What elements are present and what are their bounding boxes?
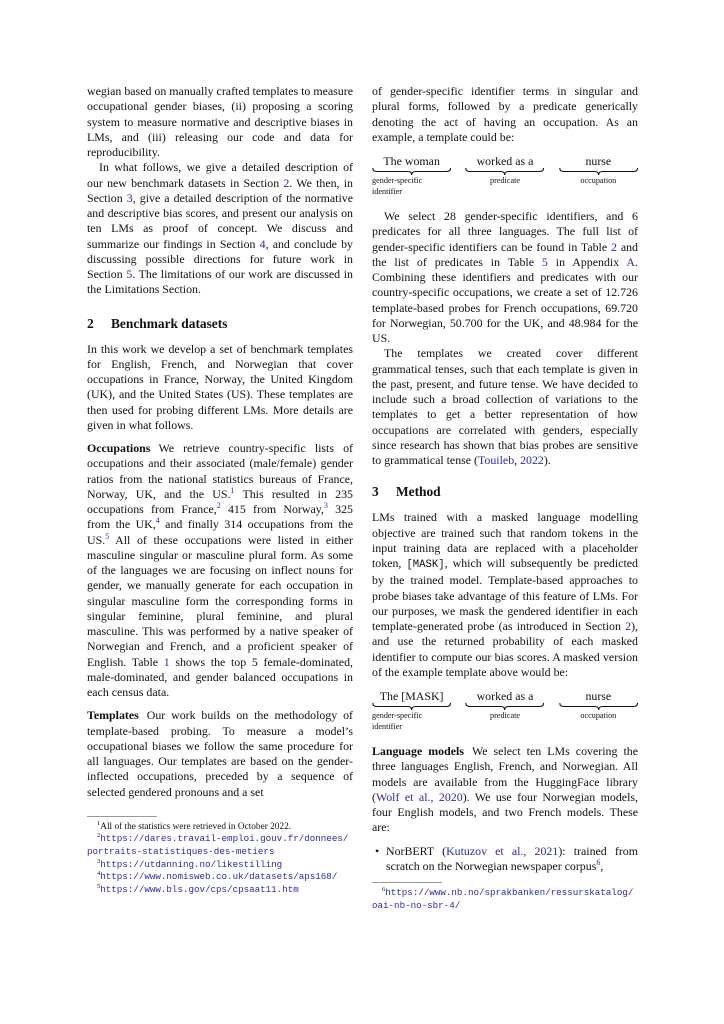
section-title: Benchmark datasets [111, 315, 228, 331]
section-ref-link[interactable]: 3 [126, 190, 133, 205]
template-part [559, 155, 638, 197]
text: In what follows, we give a detailed description of our new benchmark datasets in Section [87, 160, 353, 190]
footnote-number: 3 [97, 857, 101, 865]
template-word: nurse [585, 154, 612, 168]
text: We select 28 gender-specific identifiers, and 6 predicates for all three languages. The full list of gender-specific identifiers can be found in Table [372, 209, 638, 254]
paragraph-language-models [372, 744, 638, 836]
model-list [372, 844, 638, 875]
paragraph-benchmark-intro: In this work we develop a set of benchmark templates for English, French, and Norwegian that cover occupations in France, Norway, the United Kingdom (UK), and the United States (US). These templates are then used for probing different LMs. More details are given in what follows. [87, 341, 353, 432]
footnote-text: All of the statistics were retrieved in October 2022. [100, 821, 292, 832]
section-ref-link[interactable]: 5 [126, 267, 133, 281]
text: ). [543, 453, 551, 467]
text: , give a detailed description of the normative and descriptive bias scores, and present our analysis on ten LMs as proof of concept. We discuss and summarize our findings in Section [87, 190, 354, 251]
footnote-ref[interactable]: 3 [323, 501, 328, 511]
section-ref-link[interactable]: 4 [259, 236, 266, 251]
masked-template-example [372, 690, 638, 732]
text: , [514, 453, 521, 467]
section-ref-link[interactable]: 2 [625, 619, 632, 633]
footnote-1 [87, 821, 353, 834]
footnote-url-link[interactable]: https://utdanning.no/likestilling [100, 858, 283, 870]
section-heading-method [372, 483, 638, 501]
section-ref-link[interactable]: 2 [283, 175, 290, 190]
footnote-number: 5 [97, 882, 101, 890]
right-column [372, 84, 638, 912]
underbrace-icon [372, 703, 451, 710]
footnote-url-link[interactable]: https://dares.travail-emploi.gouv.fr/donnees/portraits-statistiques-des-metiers [87, 833, 349, 857]
text: and finally 314 occupations from the US. [87, 517, 353, 547]
footnote-divider [87, 816, 157, 817]
template-label: gender-specific identifier [372, 711, 423, 731]
footnote-number: 4 [97, 870, 101, 878]
paragraph-templates-cont: of gender-specific identifier terms in singular and plural forms, followed by a predicate generically denoting the act of having an occupation. As an example, a template could be: [372, 84, 638, 144]
template-label: occupation [580, 711, 617, 720]
text: , [600, 858, 604, 873]
text: , which will subsequently be predicted by the trained model. Template-based approaches to probe biases take advantage of this feature of LMs. For our purposes, we mask the gendered identifier in each template-generated probe (as introduced in Section [372, 556, 638, 633]
footnote-number: 1 [97, 819, 101, 827]
template-label: predicate [489, 176, 520, 185]
paragraph-outline [87, 160, 353, 297]
text: The templates we created cover different grammatical tenses, such that each template is given in the past, present, and future tense. We have decided to include such a broad collection of variations to the templates to get a better representation of how occupations are correlated with genders, especially since research has shown that bias probes are sensitive to grammatical tense ( [372, 346, 638, 467]
text: All of these occupations were listed in either masculine singular or masculine plural form. As some of the languages we are focusing on inflect nouns for gender, we manually generate for each occupation in singular masculine form the corresponding forms in singular feminine, plural feminine, and plural masculine. This was performed by a native speaker of Norwegian and French, and a proficient speaker of English. Table [87, 532, 353, 669]
footnote-4 [87, 871, 353, 884]
footnote-3 [87, 859, 353, 872]
underbrace-icon [372, 168, 451, 175]
text: ). We use four Norwegian models, four English models, and two French models. These are: [372, 789, 638, 835]
footnote-url-link[interactable]: https://www.bls.gov/cps/cpsaat11.htm [100, 883, 299, 895]
footnote-number: 2 [97, 832, 101, 840]
template-word: nurse [585, 689, 612, 703]
footnote-ref[interactable]: 2 [216, 501, 221, 511]
text: . Combining these identifiers and predicates with our country-specific occupations, we create a set of 12.726 template-based probes for French occupations, 69.720 for Norwegian, 50.700 for the UK, and 48.984 for the US. [372, 254, 638, 345]
run-in-heading: Language models [372, 744, 464, 758]
template-part [465, 155, 544, 197]
footnote-6 [372, 887, 638, 912]
citation-link[interactable]: Touileb [477, 453, 515, 467]
template-part [559, 690, 638, 732]
footnotes [87, 821, 353, 897]
text: in Appendix [547, 254, 627, 269]
text: ), and use the returned probability of each masked identifier to compute our bias scores. A masked version of the example template above would be: [372, 619, 638, 679]
template-word: The woman [383, 154, 440, 168]
paragraph-method [372, 510, 638, 680]
table-ref-link[interactable]: 2 [611, 239, 617, 254]
template-part [372, 690, 451, 732]
citation-link[interactable]: 2022 [520, 453, 544, 467]
section-number: 2 [87, 315, 94, 331]
mask-token: [MASK] [406, 559, 445, 571]
text: 325 from the UK, [87, 502, 353, 532]
footnote-number: 6 [382, 885, 386, 893]
template-part [372, 155, 451, 197]
text: We select ten LMs covering the three languages English, French, and Norwegian. All models are available from the HuggingFace library ( [372, 744, 638, 804]
table-ref-link[interactable]: 5 [541, 254, 548, 269]
text: Our work builds on the methodology of template-based probing. To measure a model’s occupational biases we follow the same procedure for all languages. Our templates are based on the gender-inflected occupations, preceded by a sequence of selected gendered pronouns and a set [87, 708, 353, 799]
underbrace-icon [559, 168, 638, 175]
left-column [87, 84, 353, 896]
citation-link[interactable]: Wolf et al., 2020 [375, 789, 463, 804]
paragraph-contributions: wegian based on manually crafted templates to measure occupational gender biases, (ii) proposing a scoring system to measure normative and descriptive biases in LMs, and (iii) releasing our code and data for reproducibility. [87, 84, 353, 159]
template-word: worked as a [476, 154, 534, 168]
footnote-url-link[interactable]: https://www.nb.no/sprakbanken/ressurskatalog/oai-nb-no-sbr-4/ [372, 887, 634, 911]
text: This resulted in 235 occupations from France, [87, 486, 353, 516]
text: , and conclude by discussing possible directions for future work in Section [87, 236, 353, 281]
template-label: occupation [580, 176, 617, 185]
underbrace-icon [465, 703, 544, 710]
section-heading-benchmark [87, 315, 353, 333]
template-word: The [MASK] [379, 689, 444, 703]
section-number: 3 [372, 484, 379, 500]
paragraph-identifiers [372, 209, 638, 346]
text: shows the top 5 female-dominated, male-dominated, and gender balanced occupations in each census data. [87, 654, 353, 699]
run-in-heading: Occupations [87, 441, 151, 455]
text: . The limitations of our work are discussed in the Limitations Section. [87, 267, 353, 297]
footnote-url-link[interactable]: https://www.nomisweb.co.uk/datasets/aps168/ [100, 871, 338, 883]
paragraph-templates [87, 708, 353, 800]
text: 415 from Norway, [220, 502, 324, 516]
text: and the list of predicates in Table [372, 239, 638, 269]
template-label: gender-specific identifier [372, 176, 423, 196]
text: We retrieve country-specific lists of occupations and their associated (male/female) gender ratios from the national statistics bureaus of France, Norway, UK, and the US. [87, 441, 353, 501]
underbrace-icon [559, 703, 638, 710]
footnote-ref[interactable]: 6 [596, 857, 601, 867]
footnote-ref[interactable]: 1 [230, 485, 235, 495]
appendix-ref-link[interactable]: A [626, 254, 636, 269]
text: ): trained from scratch on the Norwegian newspaper corpus [386, 843, 638, 873]
template-example [372, 155, 638, 197]
footnote-divider [372, 882, 442, 883]
table-ref-link[interactable]: 1 [163, 654, 170, 669]
footnote-ref[interactable]: 5 [105, 531, 110, 541]
text: LMs trained with a masked language modelling objective are trained such that random tokens in the input training data are replaced with a placeholder token, [372, 510, 638, 570]
footnote-ref[interactable]: 4 [155, 516, 160, 526]
paragraph-occupations [87, 441, 353, 700]
template-label: predicate [489, 711, 520, 720]
template-part [465, 690, 544, 732]
text: . We then, in Section [87, 175, 353, 205]
text: NorBERT ( [386, 843, 447, 858]
underbrace-icon [465, 168, 544, 175]
footnote-2 [87, 833, 353, 858]
citation-link[interactable]: Kutuzov et al., 2021 [446, 843, 559, 858]
list-item-norbert [386, 844, 638, 875]
section-title: Method [396, 484, 441, 500]
run-in-heading: Templates [87, 708, 139, 723]
template-word: worked as a [476, 689, 534, 703]
paragraph-tenses [372, 346, 638, 468]
footnote-5 [87, 884, 353, 897]
